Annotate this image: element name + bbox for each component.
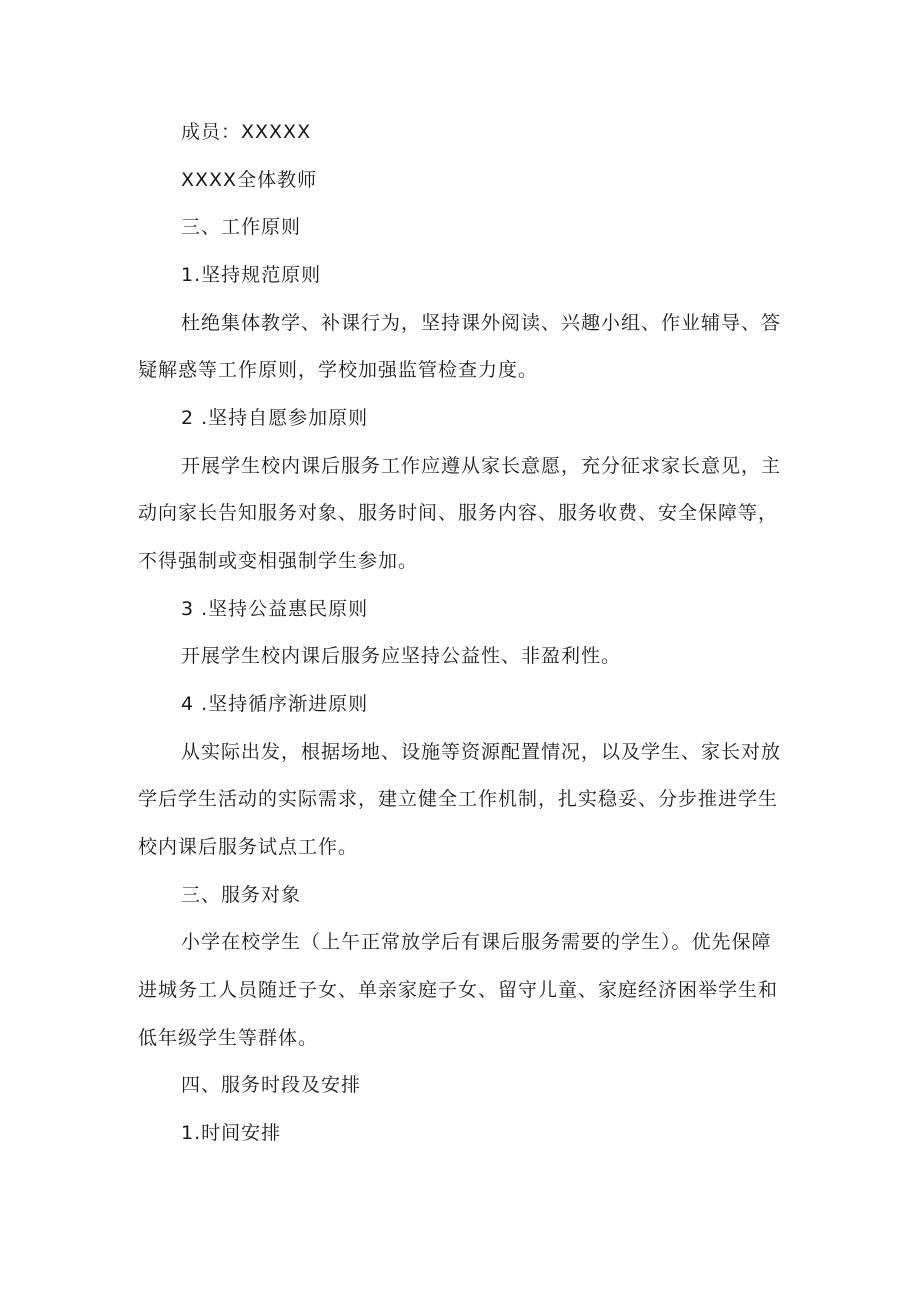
- principle-1-body-line-2: 疑解惑等工作原则，学校加强监管检查力度。: [138, 359, 539, 381]
- all-teachers-line: XXXX全体教师: [181, 169, 318, 191]
- section-heading-work-principles: 三、工作原则: [181, 216, 302, 238]
- principle-2-heading: 2 .坚持自愿参加原则: [181, 407, 369, 429]
- principle-4-body-line-2: 学后学生活动的实际需求，建立健全工作机制，扎实稳妥、分步推进学生: [138, 788, 779, 810]
- principle-1-body-line-1: 杜绝集体教学、补课行为，坚持课外阅读、兴趣小组、作业辅导、答: [181, 312, 782, 334]
- principle-4-heading: 4 .坚持循序渐进原则: [181, 693, 369, 715]
- principle-3-heading: 3 .坚持公益惠民原则: [181, 598, 369, 620]
- principle-2-body-line-3: 不得强制或变相强制学生参加。: [138, 550, 419, 572]
- principle-3-body-line-1: 开展学生校内课后服务应坚持公益性、非盈利性。: [181, 645, 622, 667]
- principle-2-body-line-1: 开展学生校内课后服务工作应遵从家长意愿，充分征求家长意见，主: [181, 455, 782, 477]
- time-arrangement-heading: 1.时间安排: [181, 1122, 282, 1144]
- principle-4-body-line-1: 从实际出发，根据场地、设施等资源配置情况，以及学生、家长对放: [181, 741, 782, 763]
- principle-4-body-line-3: 校内课后服务试点工作。: [138, 836, 359, 858]
- principle-2-body-line-2: 动向家长告知服务对象、服务时间、服务内容、服务收费、安全保障等，: [138, 502, 779, 524]
- section-heading-service-schedule: 四、服务时段及安排: [181, 1074, 362, 1096]
- section-heading-service-target: 三、服务对象: [181, 884, 302, 906]
- service-target-body-line-2: 进城务工人员随迁子女、单亲家庭子女、留守儿童、家庭经济困举学生和: [138, 979, 779, 1001]
- principle-1-heading: 1.坚持规范原则: [181, 264, 322, 286]
- members-line: 成员：XXXXX: [181, 121, 312, 143]
- service-target-body-line-1: 小学在校学生（上午正常放学后有课后服务需要的学生）。优先保障: [181, 931, 772, 953]
- service-target-body-line-3: 低年级学生等群体。: [138, 1027, 319, 1049]
